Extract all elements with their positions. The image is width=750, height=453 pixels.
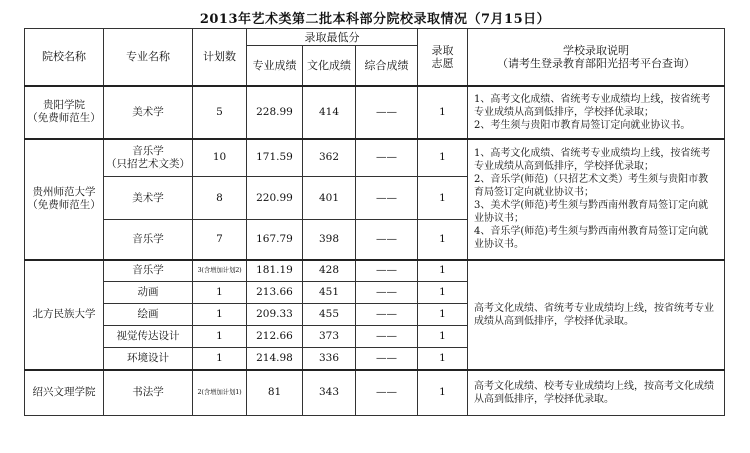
wish-cell: 1: [418, 86, 468, 139]
plan-cell: 1: [193, 304, 247, 326]
note-line: 4、音乐学(师范)考生须与黔西南州教育局签订定向就业协议书。: [474, 226, 709, 250]
note-cell: 高考文化成绩、省统考专业成绩均上线，按省统考专业成绩从高到低排序，学校择优录取。: [468, 260, 725, 370]
major-name: 音乐学: [132, 144, 164, 157]
major-cell: 视觉传达设计: [104, 326, 193, 348]
comprehensive-score-cell: ——: [356, 260, 418, 282]
culture-score-cell: 401: [303, 177, 356, 220]
note-line: 2、音乐学(师范)（只招艺术文类）考生须与贵阳市教育局签订定向就业协议书；: [474, 174, 709, 198]
header-note-line1: 学校录取说明: [563, 43, 629, 57]
culture-score-cell: 451: [303, 282, 356, 304]
school-subtitle: （免费师范生）: [27, 112, 101, 124]
header-major: 专业名称: [104, 29, 193, 86]
comprehensive-score-cell: ——: [356, 86, 418, 139]
professional-score-cell: 209.33: [247, 304, 303, 326]
wish-cell: 1: [418, 348, 468, 370]
plan-cell: 7: [193, 220, 247, 260]
plan-cell: 1: [193, 326, 247, 348]
plan-cell: 1: [193, 348, 247, 370]
major-cell: 绘画: [104, 304, 193, 326]
major-cell: 动画: [104, 282, 193, 304]
header-school: 院校名称: [25, 29, 104, 86]
major-cell: 美术学: [104, 177, 193, 220]
table-row: [25, 260, 725, 282]
wish-cell: 1: [418, 326, 468, 348]
major-cell: 环境设计: [104, 348, 193, 370]
major-cell: 美术学: [104, 86, 193, 139]
major-cell: 书法学: [104, 370, 193, 416]
culture-score-cell: 398: [303, 220, 356, 260]
comprehensive-score-cell: ——: [356, 370, 418, 416]
comprehensive-score-cell: ——: [356, 282, 418, 304]
header-culture: 文化成绩: [303, 46, 356, 86]
wish-cell: 1: [418, 177, 468, 220]
wish-cell: 1: [418, 370, 468, 416]
note-cell: [468, 139, 725, 260]
culture-score-cell: 428: [303, 260, 356, 282]
header-wish-line1: 录取: [431, 43, 454, 57]
table-row: [25, 139, 725, 177]
plan-cell: 10: [193, 139, 247, 177]
wish-cell: 1: [418, 260, 468, 282]
note-line: 3、美术学(师范)考生须与黔西南州教育局签订定向就业协议书；: [474, 200, 709, 224]
major-qualifier: （只招艺术文类）: [106, 157, 190, 170]
professional-score-cell: 212.66: [247, 326, 303, 348]
header-min-score: 录取最低分: [247, 29, 418, 46]
comprehensive-score-cell: ——: [356, 348, 418, 370]
major-cell: 音乐学: [104, 220, 193, 260]
plan-cell: 5: [193, 86, 247, 139]
culture-score-cell: 343: [303, 370, 356, 416]
plan-cell: 2(含增加计划1): [193, 370, 247, 416]
plan-cell: 8: [193, 177, 247, 220]
header-comprehensive: 综合成绩: [356, 46, 418, 86]
header-plan: 计划数: [193, 29, 247, 86]
header-professional: 专业成绩: [247, 46, 303, 86]
school-name: 贵阳学院: [43, 99, 85, 111]
note-line: 1、高考文化成绩、省统考专业成绩均上线，按省统考专业成绩从高到低排序，学校择优录取；: [474, 148, 711, 172]
header-note-line2: （请考生登录教育部阳光招考平台查询）: [497, 56, 695, 70]
wish-cell: 1: [418, 304, 468, 326]
professional-score-cell: 171.59: [247, 139, 303, 177]
wish-cell: 1: [418, 220, 468, 260]
school-cell: [25, 139, 104, 260]
comprehensive-score-cell: ——: [356, 326, 418, 348]
culture-score-cell: 414: [303, 86, 356, 139]
note-cell: 高考文化成绩、校考专业成绩均上线，按高考文化成绩从高到低排序，学校择优录取。: [468, 370, 725, 416]
school-name: 贵州师范大学: [32, 186, 96, 198]
header-note: [468, 29, 725, 86]
major-cell: [104, 139, 193, 177]
culture-score-cell: 362: [303, 139, 356, 177]
school-subtitle: （免费师范生）: [27, 199, 101, 211]
comprehensive-score-cell: ——: [356, 220, 418, 260]
plan-cell: 1: [193, 282, 247, 304]
professional-score-cell: 81: [247, 370, 303, 416]
culture-score-cell: 455: [303, 304, 356, 326]
note-line: 2、考生须与贵阳市教育局签订定向就业协议书。: [474, 119, 691, 131]
professional-score-cell: 181.19: [247, 260, 303, 282]
professional-score-cell: 228.99: [247, 86, 303, 139]
school-cell: [25, 86, 104, 139]
comprehensive-score-cell: ——: [356, 139, 418, 177]
comprehensive-score-cell: ——: [356, 177, 418, 220]
comprehensive-score-cell: ——: [356, 304, 418, 326]
major-cell: 音乐学: [104, 260, 193, 282]
header-wish: [418, 29, 468, 86]
school-cell: 绍兴文理学院: [25, 370, 104, 416]
table-row: [25, 370, 725, 416]
table-row: [25, 86, 725, 139]
professional-score-cell: 214.98: [247, 348, 303, 370]
note-cell: [468, 86, 725, 139]
admission-table: [24, 28, 725, 416]
culture-score-cell: 336: [303, 348, 356, 370]
note-line: 1、高考文化成绩、省统考专业成绩均上线，按省统考专业成绩从高到低排序，学校择优录取；: [474, 93, 711, 118]
professional-score-cell: 220.99: [247, 177, 303, 220]
professional-score-cell: 167.79: [247, 220, 303, 260]
plan-cell: 3(含增加计划2): [193, 260, 247, 282]
culture-score-cell: 373: [303, 326, 356, 348]
wish-cell: 1: [418, 282, 468, 304]
header-wish-line2: 志愿: [431, 56, 454, 70]
page-title: 2013年艺术类第二批本科部分院校录取情况（7月15日）: [199, 12, 551, 27]
wish-cell: 1: [418, 139, 468, 177]
professional-score-cell: 213.66: [247, 282, 303, 304]
school-cell: 北方民族大学: [25, 260, 104, 370]
